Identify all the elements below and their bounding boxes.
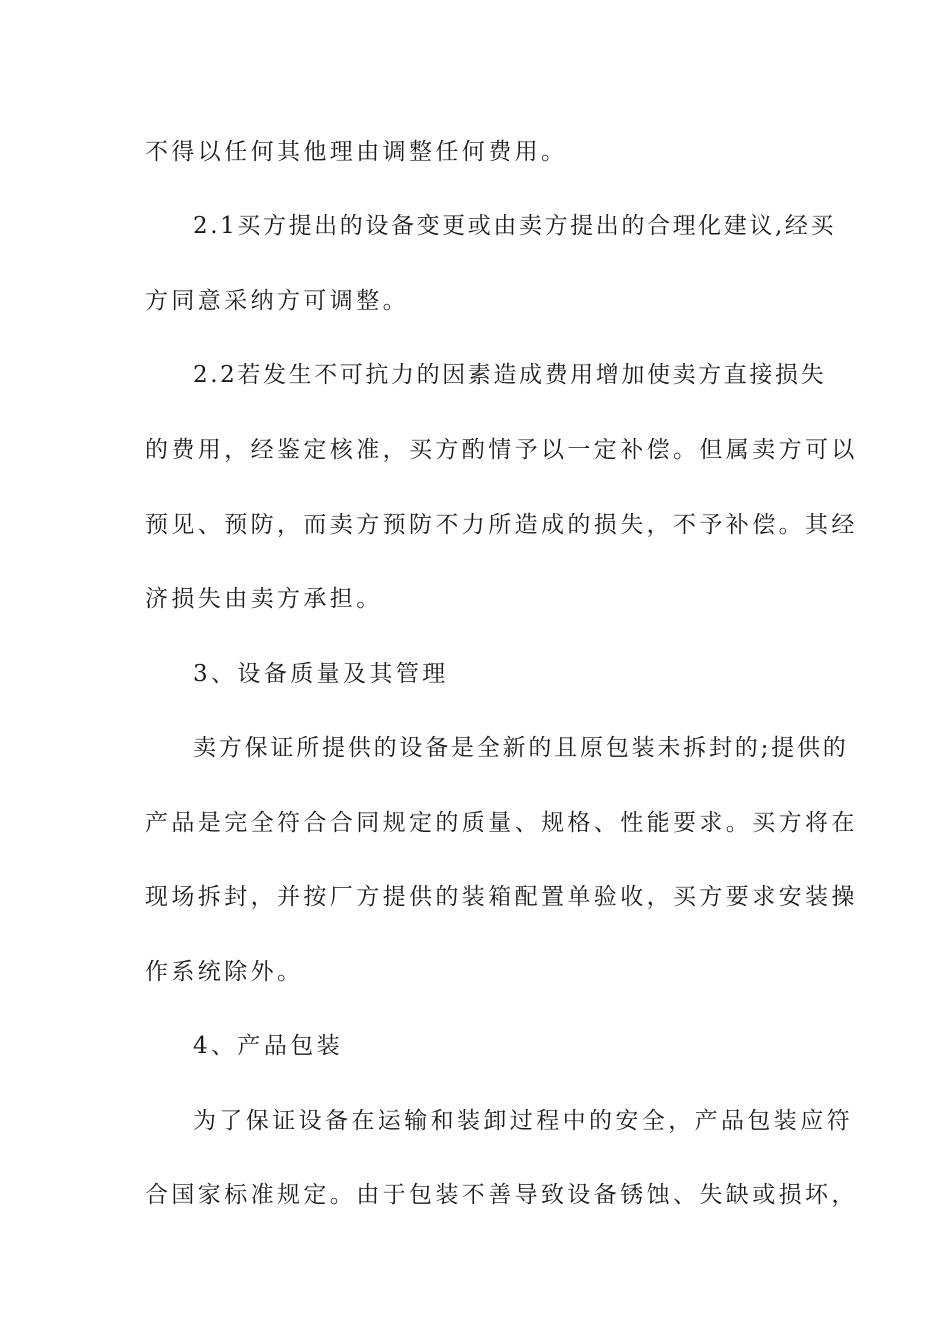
clause-2-1-line: 2.1买方提出的设备变更或由卖方提出的合理化建议,经买 xyxy=(193,213,837,239)
text-line: 为了保证设备在运输和装卸过程中的安全，产品包装应符 xyxy=(193,1108,853,1134)
text-line: 卖方保证所提供的设备是全新的且原包装未拆封的;提供的 xyxy=(193,735,849,761)
section-heading-quality: 3、设备质量及其管理 xyxy=(193,661,449,687)
text-line: 作系统除外。 xyxy=(145,959,304,985)
text-line: 的费用，经鉴定核准，买方酌情予以一定补偿。但属卖方可以 xyxy=(145,437,858,463)
text-line: 预见、预防，而卖方预防不力所造成的损失，不予补偿。其经 xyxy=(145,512,858,538)
text-line: 方同意采纳方可调整。 xyxy=(145,288,409,314)
text-line: 济损失由卖方承担。 xyxy=(145,586,383,612)
text-line: 现场拆封，并按厂方提供的装箱配置单验收，买方要求安装操 xyxy=(145,884,858,910)
text-line: 合国家标准规定。由于包装不善导致设备锈蚀、失缺或损坏， xyxy=(145,1182,858,1208)
section-heading-packaging: 4、产品包装 xyxy=(193,1033,344,1059)
clause-2-2-line: 2.2若发生不可抗力的因素造成费用增加使卖方直接损失 xyxy=(193,362,827,388)
text-line: 产品是完全符合合同规定的质量、规格、性能要求。买方将在 xyxy=(145,810,858,836)
text-line: 不得以任何其他理由调整任何费用。 xyxy=(145,139,568,165)
